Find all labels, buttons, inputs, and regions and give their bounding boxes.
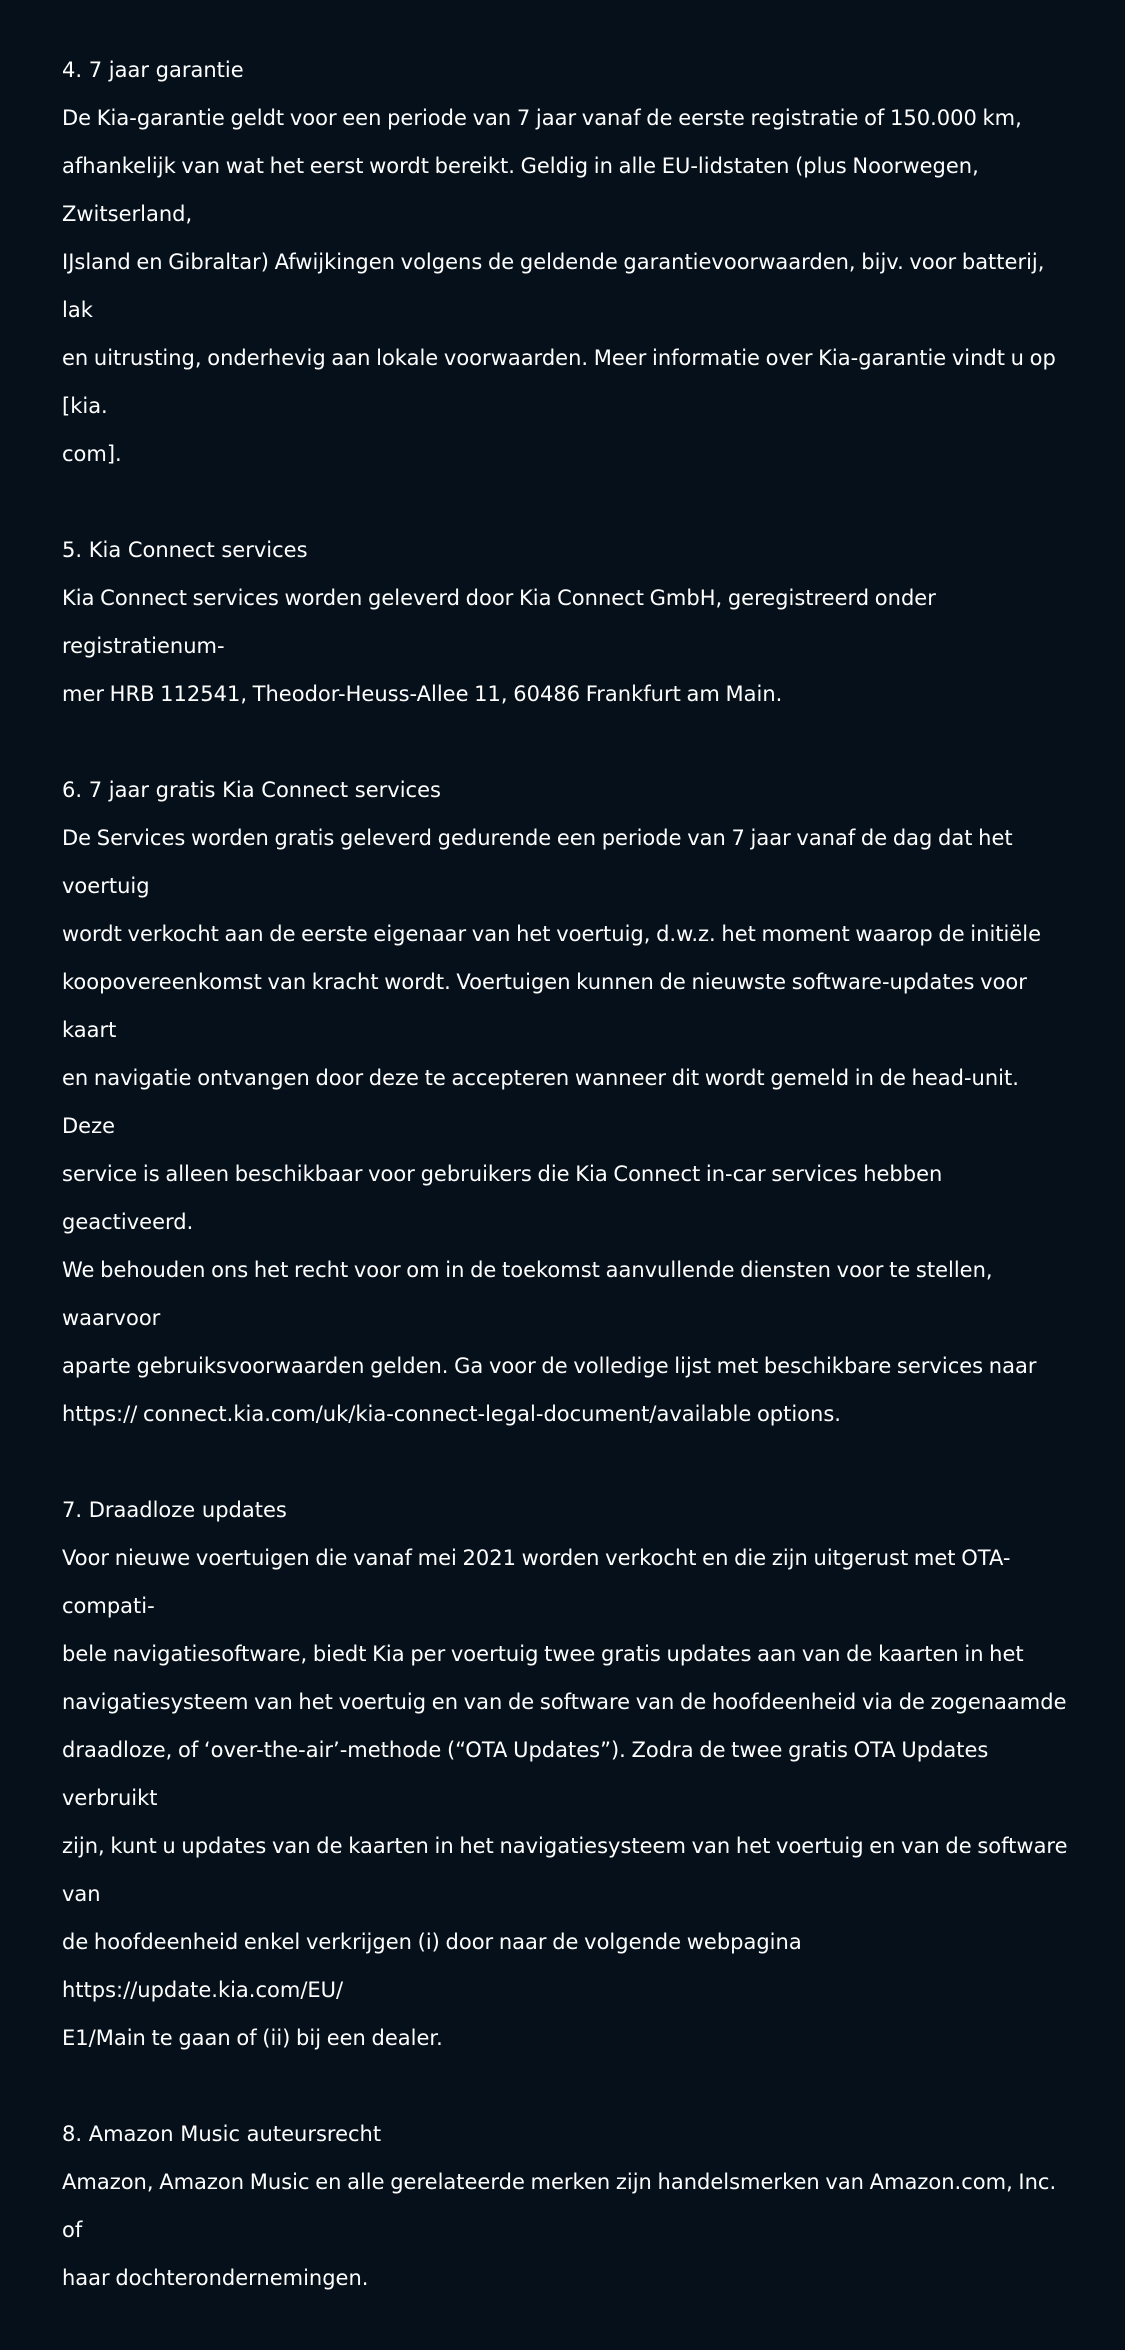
footnote-warranty xyxy=(62,46,1072,478)
footnote-text: Kia Connect services worden geleverd door Kia Connect GmbH, geregistreerd onder registratienum- mer HRB 112541, Theodor-Heuss-Allee 11, 60486 Frankfurt am Main. xyxy=(62,586,936,706)
footnote-amazon-music xyxy=(62,2110,1072,2302)
footnote-free-connect-services xyxy=(62,766,1072,1438)
footnote-title: 5. Kia Connect services xyxy=(62,538,308,562)
footnote-text: De Services worden gratis geleverd gedurende een periode van 7 jaar vanaf de dag dat het voertuig wordt verkocht aan de eerste eigenaar van het voertuig, d.w.z. het moment waarop de initiële koopovereenkomst van kracht wordt. Voertuigen kunnen de nieuwste software-updates voor kaart en navigatie ontvangen door deze te accepteren wanneer dit wordt gemeld in de head-unit. Deze service is alleen beschikbaar voor gebruikers die Kia Connect in-car services hebben geactiveerd. We behouden ons het recht voor om in de toekomst aanvullende diensten voor te stellen, waarvoor aparte gebruiksvoorwaarden gelden. Ga voor de volledige lijst met beschikbare services naar https:// connect.kia.com/uk/kia-connect-legal-document/available options. xyxy=(62,826,1042,1426)
footnote-kia-connect xyxy=(62,526,1072,718)
footnote-text: De Kia-garantie geldt voor een periode van 7 jaar vanaf de eerste registratie of 150.000 km, afhankelijk van wat het eerst wordt bereikt. Geldig in alle EU-lidstaten (plus Noorwegen, Zwitserland, IJsland en Gibraltar) Afwijkingen volgens de geldende garantievoorwaarden, bijv. voor batterij, lak en uitrusting, onderhevig aan lokale voorwaarden. Meer informatie over Kia-garantie vindt u op [kia. com]. xyxy=(62,106,1056,466)
footnote-text: Amazon, Amazon Music en alle gerelateerde merken zijn handelsmerken van Amazon.com, Inc. of haar dochterondernemingen. xyxy=(62,2170,1057,2290)
footnote-ota-updates xyxy=(62,1486,1072,2062)
footnote-text: Voor nieuwe voertuigen die vanaf mei 2021 worden verkocht en die zijn uitgerust met OTA-compati- bele navigatiesoftware, biedt Kia per voertuig twee gratis updates aan van de kaarten in het navigatiesysteem van het voertuig en van de software van de hoofdeenheid via de zogenaamde draadloze, of ‘over-the-air’-methode (“OTA Updates”). Zodra de twee gratis OTA Updates verbruikt zijn, kunt u updates van de kaarten in het navigatiesysteem van het voertuig en van de software van de hoofdeenheid enkel verkrijgen (i) door naar de volgende webpagina https://update.kia.com/EU/ E1/Main te gaan of (ii) bij een dealer. xyxy=(62,1546,1068,2050)
legal-footnotes xyxy=(62,46,1072,2350)
footnote-title: 7. Draadloze updates xyxy=(62,1498,287,1522)
footnote-title: 6. 7 jaar gratis Kia Connect services xyxy=(62,778,441,802)
footnote-title: 4. 7 jaar garantie xyxy=(62,58,244,82)
footnote-title: 8. Amazon Music auteursrecht xyxy=(62,2122,382,2146)
